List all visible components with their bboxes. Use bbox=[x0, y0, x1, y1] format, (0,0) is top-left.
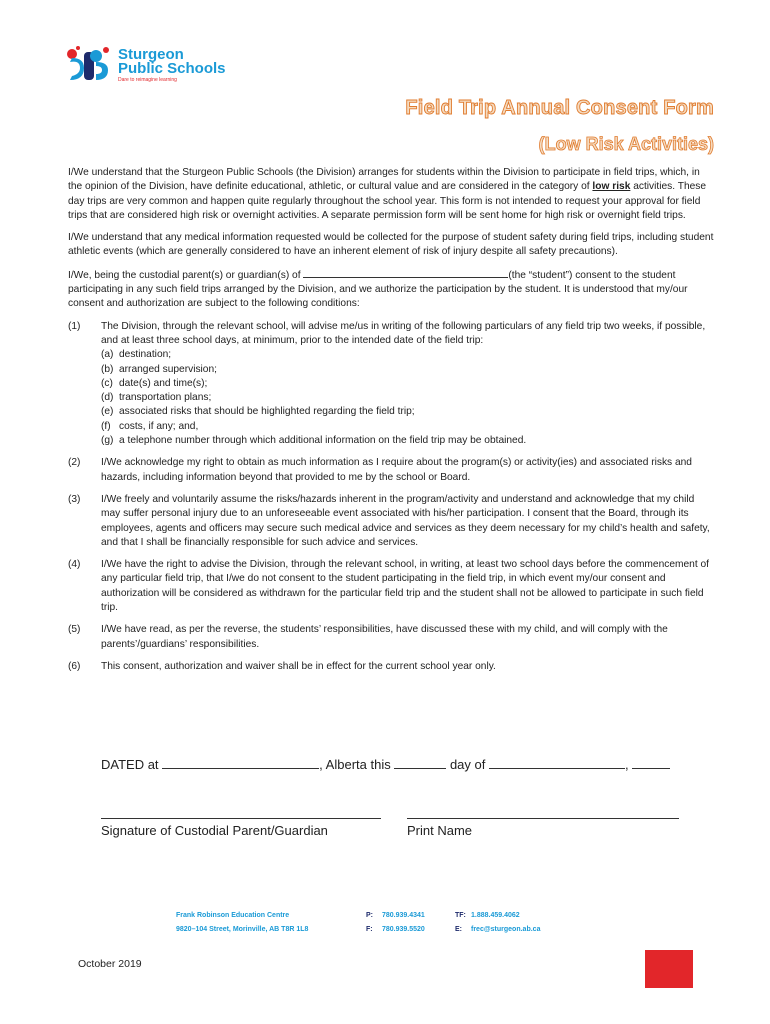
tollfree-key: TF: bbox=[455, 912, 466, 919]
condition-text: I/We acknowledge my right to obtain as much information as I require about the program(s) or activity(ies) and associated risks and hazards, including information beyond that provided to me by the school or Board. bbox=[101, 457, 692, 483]
condition-text: The Division, through the relevant school, will advise me/us in writing of the following particulars of any field trip two weeks, if possible, and at least three school days, at minimum, prior to the intended date of the field trip: bbox=[101, 320, 706, 346]
year-blank[interactable] bbox=[632, 758, 670, 769]
signature-line[interactable] bbox=[101, 818, 381, 819]
condition-6 bbox=[68, 660, 714, 674]
document-date: October 2019 bbox=[78, 958, 142, 970]
condition-1 bbox=[68, 320, 714, 449]
condition-number: (5) bbox=[68, 624, 81, 636]
list-item: (e) associated risks that should be highlighted regarding the field trip; bbox=[101, 406, 415, 418]
low-risk-emphasis: low risk bbox=[592, 181, 631, 193]
alberta-label: , Alberta this bbox=[319, 757, 395, 772]
form-subtitle: (Low Risk Activities) bbox=[538, 134, 714, 154]
intro-paragraph-1 bbox=[68, 166, 714, 223]
footer-org: Frank Robinson Education Centre bbox=[176, 912, 290, 919]
school-logo bbox=[66, 44, 246, 88]
condition-text: I/We have read, as per the reverse, the students’ responsibilities, have discussed these with my child, and will comply with the parents’/guardians’ responsibilities. bbox=[101, 624, 668, 650]
intro-paragraph-3 bbox=[68, 268, 714, 312]
phone-key: P: bbox=[366, 912, 373, 919]
list-item: (c) date(s) and time(s); bbox=[101, 377, 208, 389]
student-name-blank[interactable] bbox=[303, 268, 508, 278]
comma-label: , bbox=[624, 757, 633, 772]
footer-phones bbox=[366, 909, 425, 937]
list-item: (b) arranged supervision; bbox=[101, 363, 217, 375]
intro1-before: I/We understand that the Sturgeon Public Schools (the Division) arranges for students within the Division to participate in field trips, which, in the opinion of the Division, have definite educational, athletic, or cultural value and are considered in the category of bbox=[68, 167, 700, 193]
location-blank[interactable] bbox=[162, 758, 319, 769]
day-of-label: day of bbox=[446, 757, 489, 772]
print-name-label: Print Name bbox=[407, 823, 473, 838]
sps-logo-mark-icon bbox=[66, 44, 112, 84]
phone-value: 780.939.4341 bbox=[382, 912, 425, 919]
condition-5 bbox=[68, 623, 714, 652]
condition-text: I/We have the right to advise the Division, through the relevant school, in writing, at least two school days before the commencement of any particular field trip, that I/we do not consent to the student participating in the field trip, in which event my/our consent and authorization will be considered as withdrawn for the particular field trip and the student shall not be allowed to participate in such field trip. bbox=[101, 559, 709, 614]
condition-2 bbox=[68, 456, 714, 485]
red-square-decoration bbox=[645, 950, 693, 988]
print-name-line[interactable] bbox=[407, 818, 679, 819]
form-body bbox=[68, 166, 714, 682]
condition-number: (6) bbox=[68, 660, 81, 672]
email-key: E: bbox=[455, 926, 462, 933]
footer-contact bbox=[455, 909, 540, 937]
email-value: frec@sturgeon.ab.ca bbox=[471, 926, 541, 933]
intro-paragraph-2: I/We understand that any medical information requested would be collected for the purpose of student safety during field trips, including student athletic events (which are generally considered to have an inherent element of risk of injury despite all safety precautions). bbox=[68, 232, 714, 258]
footer-address bbox=[176, 909, 308, 937]
intro3-after: (the “student”) consent to the student participating in any such field trips arranged by the Division, and we authorize the participation by the student. It is understood that my/our consent and authorization are subject to the following conditions: bbox=[68, 269, 688, 310]
condition-4 bbox=[68, 558, 714, 615]
logo-text bbox=[118, 48, 226, 76]
logo-name-line1: Sturgeon bbox=[118, 46, 184, 63]
list-item: (g) a telephone number through which additional information on the field trip may be obtained. bbox=[101, 435, 527, 447]
footer-street: 9820–104 Street, Morinville, AB T8R 1L8 bbox=[176, 926, 309, 933]
intro3-before: I/We, being the custodial parent(s) or guardian(s) of bbox=[68, 269, 304, 281]
dated-line bbox=[101, 757, 670, 772]
condition-3 bbox=[68, 493, 714, 550]
condition-text: I/We freely and voluntarily assume the risks/hazards inherent in the program/activity and understand and acknowledge that my child may suffer personal injury due to an unforeseeable event associated with his/her participation. I consent that the Board, through its employees, agents and officers may secure such medical advice and services as they deem necessary for my child’s health and safety, and that I shall be financially responsible for such advice and services. bbox=[101, 493, 710, 548]
dated-label: DATED at bbox=[101, 757, 163, 772]
tollfree-value: 1.888.459.4062 bbox=[471, 912, 520, 919]
condition-number: (3) bbox=[68, 493, 81, 505]
signature-label: Signature of Custodial Parent/Guardian bbox=[101, 823, 328, 838]
fax-value: 780.939.5520 bbox=[382, 926, 425, 933]
month-blank[interactable] bbox=[489, 758, 625, 769]
condition-number: (2) bbox=[68, 457, 81, 469]
list-item: (f) costs, if any; and, bbox=[101, 420, 199, 432]
particulars-list bbox=[101, 348, 714, 448]
condition-text: This consent, authorization and waiver shall be in effect for the current school year only. bbox=[101, 660, 496, 672]
form-title: Field Trip Annual Consent Form bbox=[405, 97, 714, 119]
intro1-after: activities. These day trips are very common and happen quite regularly throughout the school year. This form is not intended to request your approval for field trips that are considered high risk or overnight activities. A separate permission form will be sent home for high risk or overnight field trips. bbox=[68, 181, 707, 221]
fax-key: F: bbox=[366, 926, 373, 933]
logo-tagline: Dare to reimagine learning bbox=[118, 77, 177, 83]
logo-name-line2: Public Schools bbox=[118, 60, 226, 77]
condition-number: (1) bbox=[68, 320, 81, 332]
list-item: (d) transportation plans; bbox=[101, 392, 212, 404]
list-item: (a) destination; bbox=[101, 349, 172, 361]
day-blank[interactable] bbox=[394, 758, 446, 769]
condition-number: (4) bbox=[68, 559, 81, 571]
